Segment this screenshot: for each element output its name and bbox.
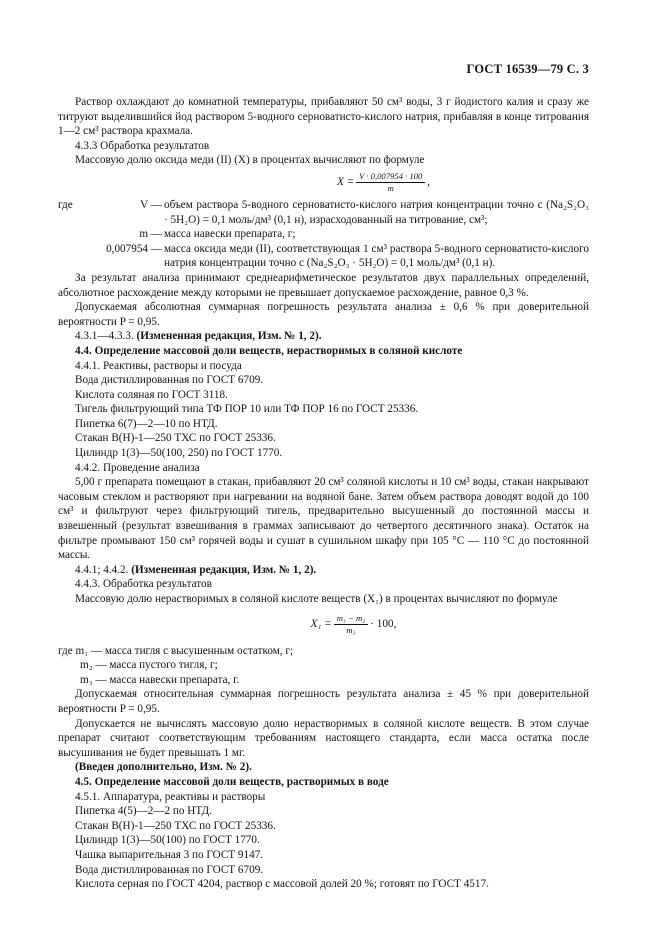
page-header: ГОСТ 16539—79 С. 3: [466, 62, 589, 76]
definition-line: [58, 644, 589, 659]
definition-line: m₃ — масса навески препарата, г.: [80, 673, 240, 686]
paragraph: За результат анализа принимают среднеарифметическое результатов двух параллельных определений, абсолютное расхождение между которыми не превышает допускаемое расхождение, равное 0,3 %.: [58, 271, 589, 299]
paragraph: Допускаемая абсолютная суммарная погрешность результата анализа ± 0,6 % при доверительной вероятности P = 0,95.: [58, 301, 589, 328]
formula-lhs: X =: [336, 176, 355, 189]
edition-ref: 4.4.1; 4.4.2.: [75, 563, 129, 576]
list-item: Вода дистиллированная по ГОСТ 6709.: [75, 374, 264, 387]
section-heading: 4.4. Определение массовой доли веществ, нерастворимых в соляной кислоте: [75, 344, 463, 357]
list-item: Кислота серная по ГОСТ 4204, раствор с массовой долей 20 %; готовят по ГОСТ 4517.: [75, 878, 489, 891]
paragraph: Допускаемая относительная суммарная погрешность результата анализа ± 45 % при доверительной вероятности P = 0,95.: [58, 688, 589, 715]
edition-ref: 4.3.1—4.3.3.: [75, 330, 134, 343]
formula-fraction: [356, 171, 425, 194]
section-heading: 4.4.1. Реактивы, растворы и посуда: [75, 359, 242, 372]
where-label: где: [58, 644, 73, 657]
list-item: Цилиндр 1(3)—50(100, 250) по ГОСТ 1770.: [75, 447, 283, 460]
edition-text: (Измененная редакция, Изм. № 1, 2).: [131, 563, 317, 576]
paragraph: Массовую долю оксида меди (II) (X) в процентах вычисляют по формуле: [75, 154, 425, 167]
section-heading: 4.5. Определение массовой доли веществ, растворимых в воде: [75, 775, 389, 788]
paragraph: 5,00 г препарата помещают в стакан, прибавляют 20 см³ соляной кислоты и 10 см³ воды, стакан накрывают часовым стеклом и растворяют при нагревании на водяной бане. Затем объем раствора доводят водой до 100 см³ и фильтруют через фильтрующий тигель, предварительно высушенный до постоянной массы и взвешенный (результат взвешивания в граммах записывают до четвертого десятичного знака). Остаток на фильтре промывают 150 см³ горячей воды и сушат в сушильном шкафу при 105 °С — 110 °С до постоянной массы.: [58, 476, 589, 562]
formula-numerator: V · 0,007954 · 100: [356, 171, 425, 183]
formula-copper-oxide: [58, 171, 589, 194]
list-item: Пипетка 6(7)—2—10 по НТД.: [75, 417, 218, 430]
page-body: [58, 95, 589, 892]
def-symbol: V —: [140, 198, 162, 211]
formula-denominator: m: [387, 182, 394, 193]
def-text: масса навески препарата, г;: [164, 228, 296, 241]
where-label: где: [58, 198, 73, 211]
list-item: Цилиндр 1(3)—50(100) по ГОСТ 1770.: [75, 834, 260, 847]
formula-fraction: [334, 613, 368, 636]
def-text: масса оксида меди (II), соответствующая 1 см³ раствора 5-водного серноватисто-кислого натрия концентрации точно c (Na₂S₂O₃ · 5H₂O) = 0,1 моль/дм³ (0,1 н).: [164, 242, 589, 270]
list-item: Стакан В(Н)-1—250 ТХС по ГОСТ 25336.: [75, 432, 276, 445]
formula-denominator: m₃: [346, 624, 356, 635]
paragraph: Раствор охлаждают до комнатной температуры, прибавляют 50 см³ воды, 3 г йодистого калия и сразу же титруют выделившийся йод раствором 5-водного серноватисто-кислого натрия, прибавляя в конце титрования 1—2 см³ раствора крахмала.: [58, 96, 589, 138]
def-symbol: m —: [139, 228, 162, 241]
list-item: Стакан В(Н)-1—250 ТХС по ГОСТ 25336.: [75, 819, 276, 832]
list-item: Чашка выпарительная 3 по ГОСТ 9147.: [75, 848, 264, 861]
edition-text: (Измененная редакция, Изм. № 1, 2).: [136, 330, 322, 343]
formula-numerator: m₁ − m₂: [334, 613, 368, 625]
edition-note: (Введен дополнительно, Изм. № 2).: [75, 761, 252, 774]
section-heading: 4.5.1. Аппаратура, реактивы и растворы: [75, 790, 266, 803]
formula-tail: · 100,: [370, 617, 397, 630]
list-item: Кислота соляная по ГОСТ 3118.: [75, 388, 228, 401]
formula-tail: ,: [427, 176, 431, 189]
definitions-table: [58, 198, 589, 271]
section-heading: 4.3.3 Обработка результатов: [75, 139, 210, 152]
section-heading: 4.4.3. Обработка результатов: [75, 578, 212, 591]
formula-lhs: X₁ =: [310, 617, 332, 630]
list-item: Вода дистиллированная по ГОСТ 6709.: [75, 863, 264, 876]
def-symbol: 0,007954 —: [106, 242, 162, 255]
edition-note: [58, 563, 589, 578]
formula-insoluble: [58, 613, 589, 636]
paragraph: Массовую долю нерастворимых в соляной кислоте веществ (X₁) в процентах вычисляют по формуле: [75, 593, 558, 605]
definition-line: m₂ — масса пустого тигля, г;: [80, 659, 218, 672]
def-text: m₁ — масса тигля с высушенным остатком, г;: [75, 644, 294, 657]
section-heading: 4.4.2. Проведение анализа: [75, 461, 200, 474]
edition-note: [58, 329, 589, 344]
list-item: Тигель фильтрующий типа ТФ ПОР 10 или ТФ ПОР 16 по ГОСТ 25336.: [75, 403, 419, 416]
paragraph: Допускается не вычислять массовую долю нерастворимых в соляной кислоте веществ. В этом случае препарат считают соответствующим требованиям настоящего стандарта, если масса остатка после высушивания не будет превышать 1 мг.: [58, 717, 589, 759]
def-text: объем раствора 5-водного серноватисто-кислого натрия концентрации точно c (Na₂S₂O₃ · 5H₂O) = 0,1 моль/дм³ (0,1 н), израсходованный на титрование, см³;: [164, 198, 589, 226]
list-item: Пипетка 4(5)—2—2 по НТД.: [75, 805, 212, 818]
